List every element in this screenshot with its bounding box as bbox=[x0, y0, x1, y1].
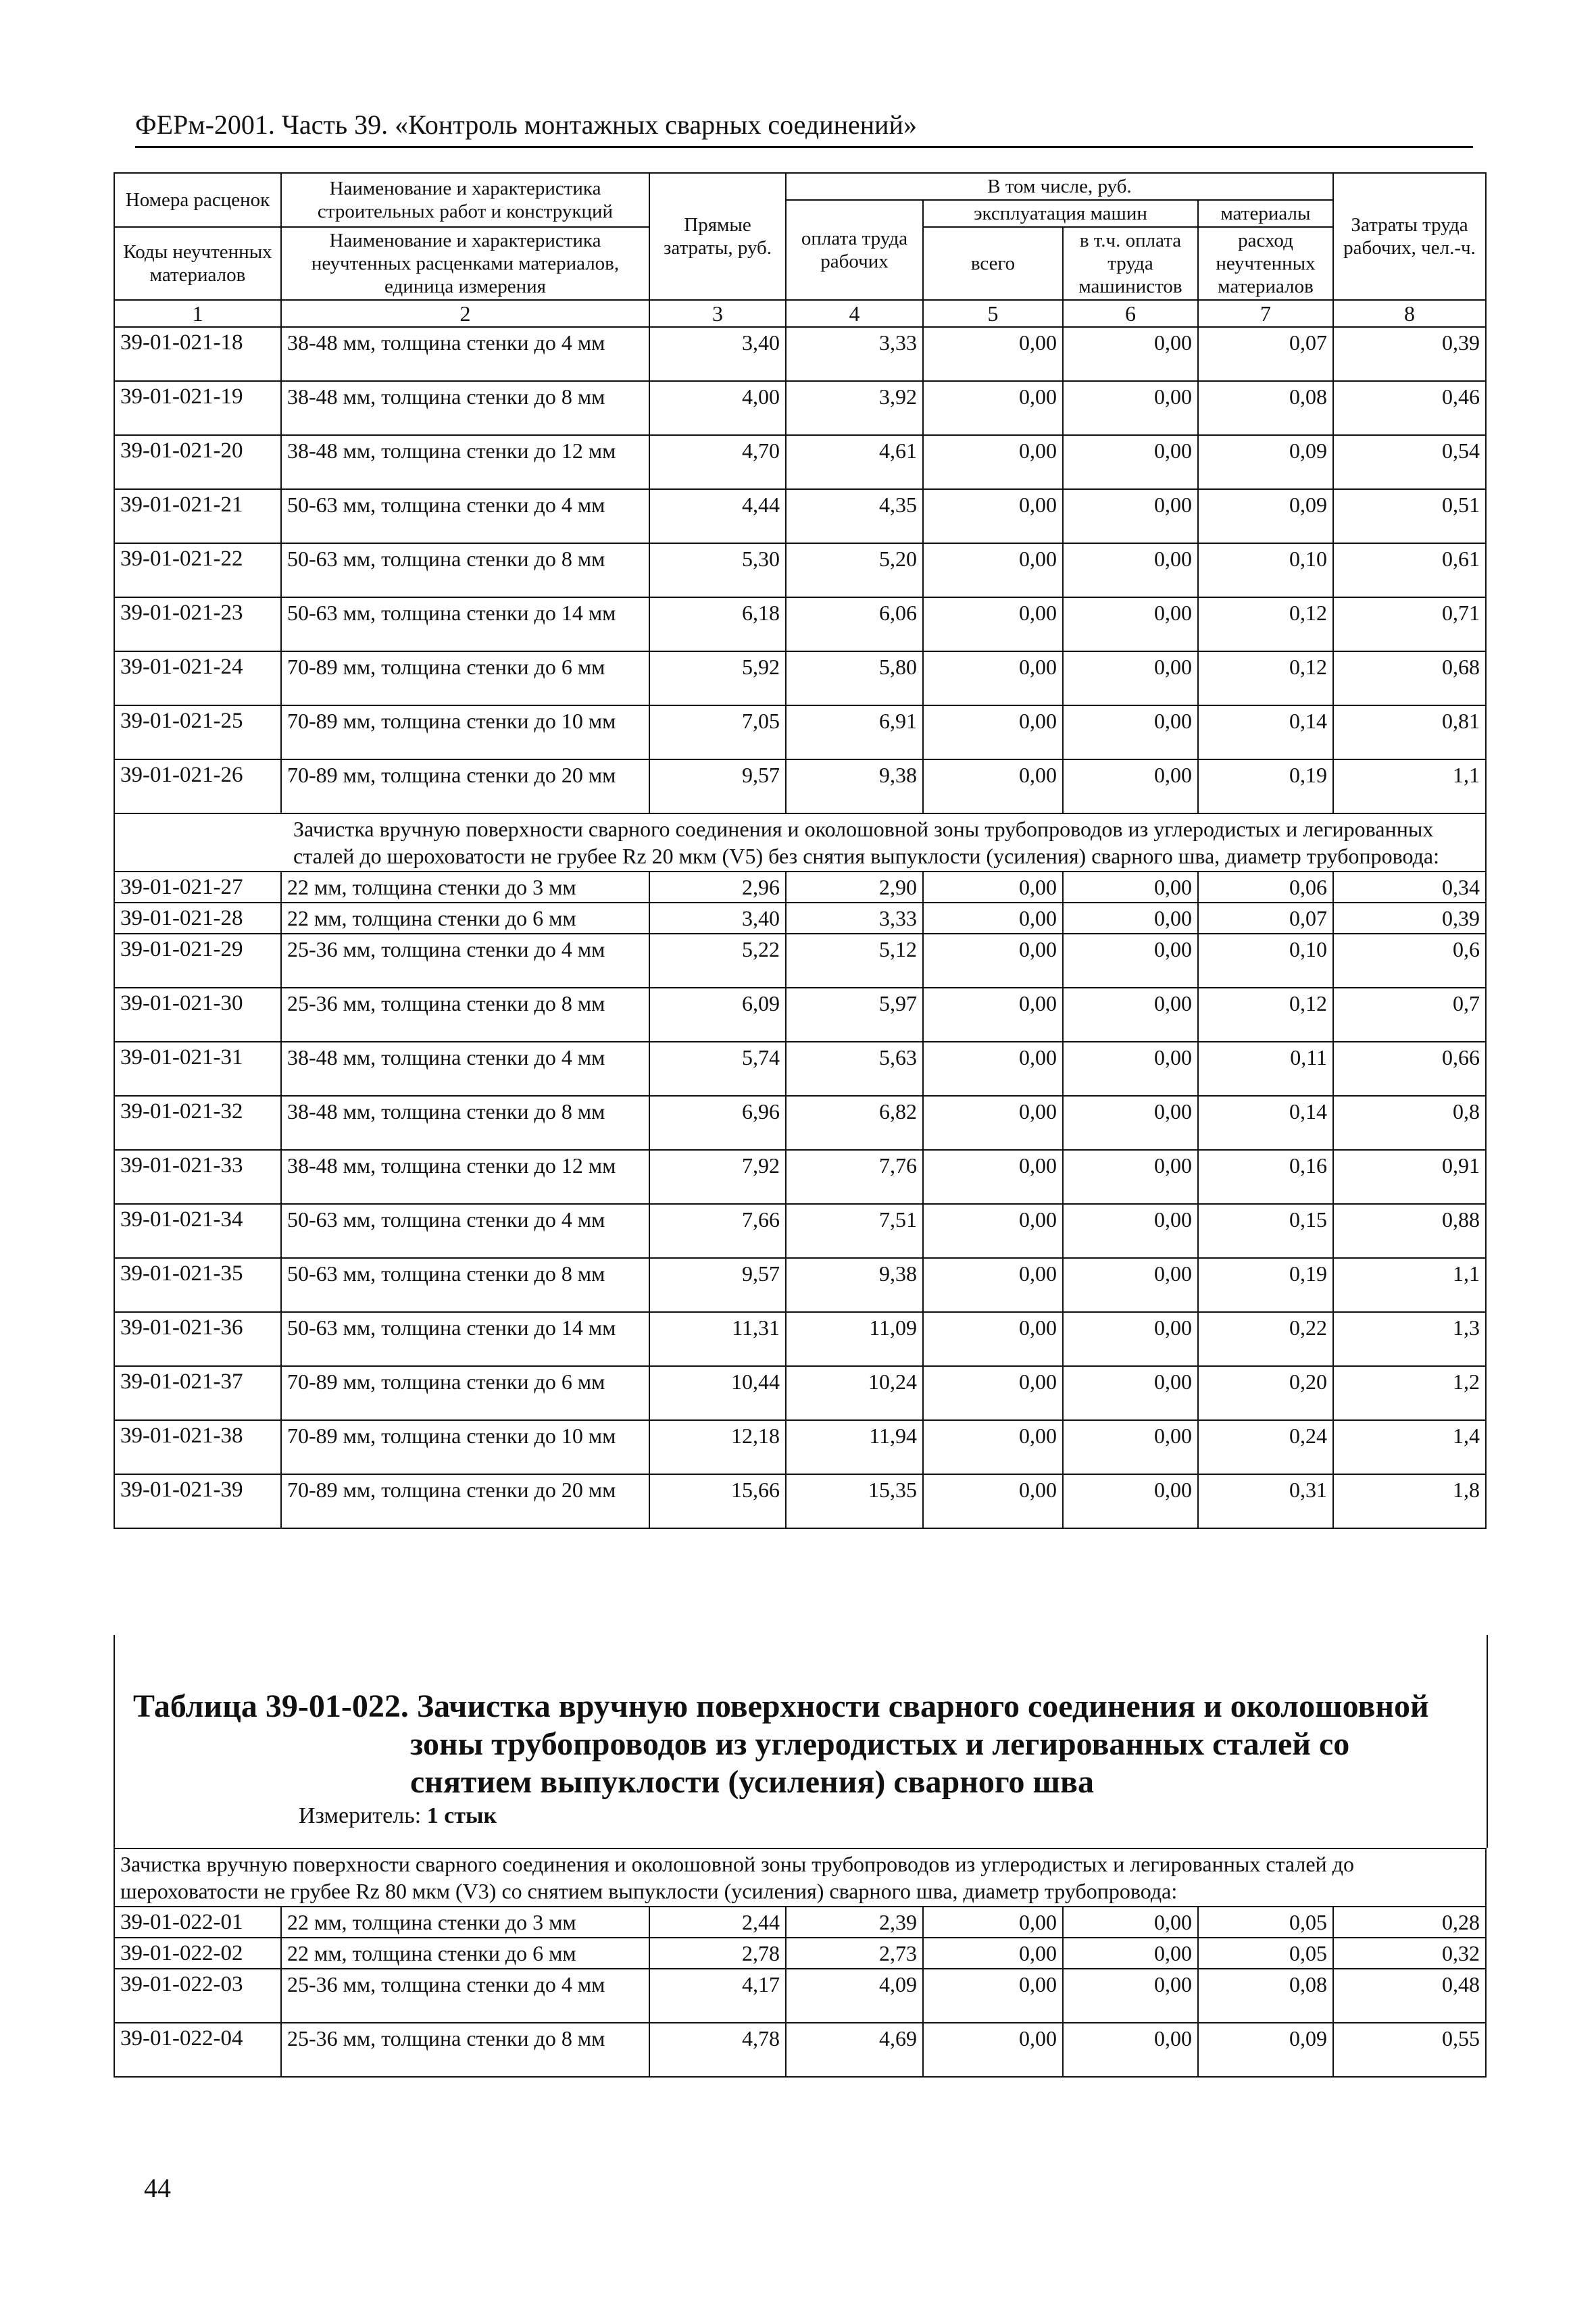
labor-cell: 0,55 bbox=[1333, 2023, 1486, 2077]
rate-code-cell: 39-01-021-34 bbox=[114, 1204, 281, 1258]
materials-cell: 0,19 bbox=[1198, 1258, 1333, 1312]
rate-code-cell: 39-01-021-32 bbox=[114, 1096, 281, 1150]
section-row bbox=[114, 1848, 1486, 1907]
work-name-cell: 50-63 мм, толщина стенки до 4 мм bbox=[281, 489, 649, 543]
work-name-cell: 50-63 мм, толщина стенки до 14 мм bbox=[281, 1312, 649, 1366]
rate-code-cell: 39-01-021-38 bbox=[114, 1420, 281, 1474]
labor-cell: 0,6 bbox=[1333, 934, 1486, 988]
header-code-top: Номера расценок bbox=[114, 173, 281, 227]
work-name-cell: 25-36 мм, толщина стенки до 8 мм bbox=[281, 988, 649, 1042]
machines-total-cell: 0,00 bbox=[923, 759, 1063, 813]
rate-code-cell: 39-01-021-33 bbox=[114, 1150, 281, 1204]
machinist-wages-cell: 0,00 bbox=[1063, 872, 1198, 903]
work-name-cell: 25-36 мм, толщина стенки до 8 мм bbox=[281, 2023, 649, 2077]
work-name-cell: 25-36 мм, толщина стенки до 4 мм bbox=[281, 934, 649, 988]
machines-total-cell: 0,00 bbox=[923, 327, 1063, 381]
wages-cell: 2,39 bbox=[786, 1907, 923, 1938]
machines-total-cell: 0,00 bbox=[923, 1907, 1063, 1938]
wages-cell: 3,33 bbox=[786, 903, 923, 934]
direct-costs-cell: 4,70 bbox=[649, 435, 786, 489]
work-name-cell: 38-48 мм, толщина стенки до 4 мм bbox=[281, 1042, 649, 1096]
materials-cell: 0,12 bbox=[1198, 651, 1333, 705]
col-number: 5 bbox=[923, 300, 1063, 327]
rate-code-cell: 39-01-021-37 bbox=[114, 1366, 281, 1420]
materials-cell: 0,16 bbox=[1198, 1150, 1333, 1204]
wages-cell: 5,12 bbox=[786, 934, 923, 988]
machinist-wages-cell: 0,00 bbox=[1063, 1150, 1198, 1204]
rate-code-cell: 39-01-021-25 bbox=[114, 705, 281, 759]
materials-cell: 0,22 bbox=[1198, 1312, 1333, 1366]
rate-code-cell: 39-01-021-29 bbox=[114, 934, 281, 988]
wages-cell: 6,91 bbox=[786, 705, 923, 759]
table-row bbox=[114, 903, 1486, 934]
work-name-cell: 38-48 мм, толщина стенки до 12 мм bbox=[281, 435, 649, 489]
wages-cell: 4,35 bbox=[786, 489, 923, 543]
direct-costs-cell: 11,31 bbox=[649, 1312, 786, 1366]
table-row bbox=[114, 1420, 1486, 1474]
rate-code-cell: 39-01-021-20 bbox=[114, 435, 281, 489]
work-name-cell: 22 мм, толщина стенки до 3 мм bbox=[281, 1907, 649, 1938]
direct-costs-cell: 3,40 bbox=[649, 903, 786, 934]
machines-total-cell: 0,00 bbox=[923, 1420, 1063, 1474]
machinist-wages-cell: 0,00 bbox=[1063, 435, 1198, 489]
machines-total-cell: 0,00 bbox=[923, 1150, 1063, 1204]
rate-code-cell: 39-01-021-18 bbox=[114, 327, 281, 381]
wages-cell: 11,09 bbox=[786, 1312, 923, 1366]
table-title-line2: зоны трубопроводов из углеродистых и легированных сталей со bbox=[410, 1726, 1350, 1762]
machinist-wages-cell: 0,00 bbox=[1063, 1938, 1198, 1969]
machines-total-cell: 0,00 bbox=[923, 705, 1063, 759]
direct-costs-cell: 2,44 bbox=[649, 1907, 786, 1938]
materials-cell: 0,24 bbox=[1198, 1420, 1333, 1474]
materials-cell: 0,15 bbox=[1198, 1204, 1333, 1258]
wages-cell: 7,51 bbox=[786, 1204, 923, 1258]
table-row bbox=[114, 597, 1486, 651]
rows-group-b bbox=[114, 872, 1486, 1528]
rows-group-c bbox=[114, 1907, 1486, 2077]
table-row bbox=[114, 1096, 1486, 1150]
labor-cell: 0,68 bbox=[1333, 651, 1486, 705]
machinist-wages-cell: 0,00 bbox=[1063, 759, 1198, 813]
labor-cell: 0,91 bbox=[1333, 1150, 1486, 1204]
materials-cell: 0,20 bbox=[1198, 1366, 1333, 1420]
table-row bbox=[114, 435, 1486, 489]
machinist-wages-cell: 0,00 bbox=[1063, 2023, 1198, 2077]
direct-costs-cell: 15,66 bbox=[649, 1474, 786, 1528]
rows-group-a bbox=[114, 327, 1486, 813]
wages-cell: 5,80 bbox=[786, 651, 923, 705]
materials-cell: 0,08 bbox=[1198, 381, 1333, 435]
direct-costs-cell: 5,30 bbox=[649, 543, 786, 597]
page-header: ФЕРм-2001. Часть 39. «Контроль монтажных сварных соединений» bbox=[135, 108, 1473, 148]
labor-cell: 1,1 bbox=[1333, 1258, 1486, 1312]
direct-costs-cell: 10,44 bbox=[649, 1366, 786, 1420]
machines-total-cell: 0,00 bbox=[923, 934, 1063, 988]
rate-code-cell: 39-01-021-23 bbox=[114, 597, 281, 651]
table-row bbox=[114, 1474, 1486, 1528]
direct-costs-cell: 2,78 bbox=[649, 1938, 786, 1969]
labor-cell: 1,3 bbox=[1333, 1312, 1486, 1366]
work-name-cell: 70-89 мм, толщина стенки до 10 мм bbox=[281, 1420, 649, 1474]
labor-cell: 0,71 bbox=[1333, 597, 1486, 651]
materials-cell: 0,09 bbox=[1198, 435, 1333, 489]
materials-cell: 0,31 bbox=[1198, 1474, 1333, 1528]
table-row bbox=[114, 543, 1486, 597]
column-number-row bbox=[114, 300, 1486, 327]
wages-cell: 11,94 bbox=[786, 1420, 923, 1474]
table-row bbox=[114, 759, 1486, 813]
header-materials-sub: расход неучтенных материалов bbox=[1198, 227, 1333, 300]
labor-cell: 0,39 bbox=[1333, 903, 1486, 934]
labor-cell: 0,81 bbox=[1333, 705, 1486, 759]
labor-cell: 0,28 bbox=[1333, 1907, 1486, 1938]
work-name-cell: 50-63 мм, толщина стенки до 14 мм bbox=[281, 597, 649, 651]
materials-cell: 0,12 bbox=[1198, 988, 1333, 1042]
work-name-cell: 70-89 мм, толщина стенки до 20 мм bbox=[281, 1474, 649, 1528]
materials-cell: 0,09 bbox=[1198, 2023, 1333, 2077]
machines-total-cell: 0,00 bbox=[923, 1096, 1063, 1150]
labor-cell: 0,32 bbox=[1333, 1938, 1486, 1969]
materials-cell: 0,14 bbox=[1198, 1096, 1333, 1150]
machines-total-cell: 0,00 bbox=[923, 1204, 1063, 1258]
machinist-wages-cell: 0,00 bbox=[1063, 651, 1198, 705]
measure-label: Измеритель: bbox=[299, 1803, 422, 1828]
page-number: 44 bbox=[144, 2173, 171, 2203]
col-number: 2 bbox=[281, 300, 649, 327]
direct-costs-cell: 2,96 bbox=[649, 872, 786, 903]
labor-cell: 0,54 bbox=[1333, 435, 1486, 489]
work-name-cell: 38-48 мм, толщина стенки до 8 мм bbox=[281, 381, 649, 435]
table-title-block bbox=[114, 1635, 1488, 1848]
header-materials: материалы bbox=[1198, 200, 1333, 227]
materials-cell: 0,05 bbox=[1198, 1907, 1333, 1938]
machines-total-cell: 0,00 bbox=[923, 1312, 1063, 1366]
machines-total-cell: 0,00 bbox=[923, 651, 1063, 705]
rate-code-cell: 39-01-021-30 bbox=[114, 988, 281, 1042]
direct-costs-cell: 6,96 bbox=[649, 1096, 786, 1150]
machinist-wages-cell: 0,00 bbox=[1063, 1204, 1198, 1258]
direct-costs-cell: 6,18 bbox=[649, 597, 786, 651]
wages-cell: 15,35 bbox=[786, 1474, 923, 1528]
machines-total-cell: 0,00 bbox=[923, 597, 1063, 651]
table-row bbox=[114, 2023, 1486, 2077]
wages-cell: 6,82 bbox=[786, 1096, 923, 1150]
materials-cell: 0,07 bbox=[1198, 327, 1333, 381]
direct-costs-cell: 4,78 bbox=[649, 2023, 786, 2077]
table-title-line3: снятием выпуклости (усиления) сварного шва bbox=[410, 1764, 1094, 1800]
header-name-top: Наименование и характеристика строительных работ и конструкций bbox=[281, 173, 649, 227]
materials-cell: 0,08 bbox=[1198, 1969, 1333, 2023]
machines-total-cell: 0,00 bbox=[923, 1969, 1063, 2023]
machines-total-cell: 0,00 bbox=[923, 381, 1063, 435]
table-row bbox=[114, 1907, 1486, 1938]
table-row bbox=[114, 934, 1486, 988]
table-row bbox=[114, 988, 1486, 1042]
wages-cell: 5,63 bbox=[786, 1042, 923, 1096]
table-row bbox=[114, 1938, 1486, 1969]
work-name-cell: 50-63 мм, толщина стенки до 8 мм bbox=[281, 1258, 649, 1312]
rate-code-cell: 39-01-021-19 bbox=[114, 381, 281, 435]
labor-cell: 1,1 bbox=[1333, 759, 1486, 813]
col-number: 8 bbox=[1333, 300, 1486, 327]
direct-costs-cell: 4,17 bbox=[649, 1969, 786, 2023]
rate-code-cell: 39-01-022-01 bbox=[114, 1907, 281, 1938]
work-name-cell: 22 мм, толщина стенки до 6 мм bbox=[281, 1938, 649, 1969]
wages-cell: 2,90 bbox=[786, 872, 923, 903]
direct-costs-cell: 7,05 bbox=[649, 705, 786, 759]
labor-cell: 1,2 bbox=[1333, 1366, 1486, 1420]
table-row bbox=[114, 1150, 1486, 1204]
machinist-wages-cell: 0,00 bbox=[1063, 597, 1198, 651]
rate-code-cell: 39-01-021-31 bbox=[114, 1042, 281, 1096]
labor-cell: 0,7 bbox=[1333, 988, 1486, 1042]
norms-table-39-01-021 bbox=[114, 172, 1487, 1529]
rate-code-cell: 39-01-021-26 bbox=[114, 759, 281, 813]
table-row bbox=[114, 651, 1486, 705]
machinist-wages-cell: 0,00 bbox=[1063, 1969, 1198, 2023]
header-wages: оплата труда рабочих bbox=[786, 200, 923, 300]
machinist-wages-cell: 0,00 bbox=[1063, 988, 1198, 1042]
machines-total-cell: 0,00 bbox=[923, 1042, 1063, 1096]
machines-total-cell: 0,00 bbox=[923, 1474, 1063, 1528]
wages-cell: 6,06 bbox=[786, 597, 923, 651]
labor-cell: 0,39 bbox=[1333, 327, 1486, 381]
col-number: 3 bbox=[649, 300, 786, 327]
work-name-cell: 70-89 мм, толщина стенки до 6 мм bbox=[281, 651, 649, 705]
table-row bbox=[114, 489, 1486, 543]
work-name-cell: 70-89 мм, толщина стенки до 20 мм bbox=[281, 759, 649, 813]
machinist-wages-cell: 0,00 bbox=[1063, 934, 1198, 988]
table-row bbox=[114, 872, 1486, 903]
rate-code-cell: 39-01-021-24 bbox=[114, 651, 281, 705]
work-name-cell: 22 мм, толщина стенки до 6 мм bbox=[281, 903, 649, 934]
work-name-cell: 50-63 мм, толщина стенки до 8 мм bbox=[281, 543, 649, 597]
materials-cell: 0,19 bbox=[1198, 759, 1333, 813]
wages-cell: 10,24 bbox=[786, 1366, 923, 1420]
machinist-wages-cell: 0,00 bbox=[1063, 543, 1198, 597]
rate-code-cell: 39-01-022-03 bbox=[114, 1969, 281, 2023]
rate-code-cell: 39-01-021-28 bbox=[114, 903, 281, 934]
rate-code-cell: 39-01-021-27 bbox=[114, 872, 281, 903]
col-number: 7 bbox=[1198, 300, 1333, 327]
machinist-wages-cell: 0,00 bbox=[1063, 903, 1198, 934]
header-machines: эксплуатация машин bbox=[923, 200, 1198, 227]
machinist-wages-cell: 0,00 bbox=[1063, 1474, 1198, 1528]
labor-cell: 0,88 bbox=[1333, 1204, 1486, 1258]
labor-cell: 0,66 bbox=[1333, 1042, 1486, 1096]
wages-cell: 9,38 bbox=[786, 1258, 923, 1312]
machines-total-cell: 0,00 bbox=[923, 543, 1063, 597]
rate-code-cell: 39-01-021-39 bbox=[114, 1474, 281, 1528]
machinist-wages-cell: 0,00 bbox=[1063, 1042, 1198, 1096]
direct-costs-cell: 3,40 bbox=[649, 327, 786, 381]
table-row bbox=[114, 1312, 1486, 1366]
labor-cell: 1,8 bbox=[1333, 1474, 1486, 1528]
labor-cell: 0,61 bbox=[1333, 543, 1486, 597]
table-row bbox=[114, 1042, 1486, 1096]
table-row bbox=[114, 327, 1486, 381]
wages-cell: 3,33 bbox=[786, 327, 923, 381]
header-code-bottom: Коды неучтенных материалов bbox=[114, 227, 281, 300]
work-name-cell: 38-48 мм, толщина стенки до 4 мм bbox=[281, 327, 649, 381]
labor-cell: 1,4 bbox=[1333, 1420, 1486, 1474]
table-row bbox=[114, 1366, 1486, 1420]
materials-cell: 0,10 bbox=[1198, 934, 1333, 988]
labor-cell: 0,46 bbox=[1333, 381, 1486, 435]
header-labor: Затраты труда рабочих, чел.-ч. bbox=[1333, 173, 1486, 300]
table-row bbox=[114, 1204, 1486, 1258]
direct-costs-cell: 7,66 bbox=[649, 1204, 786, 1258]
header-direct-costs: Прямые затраты, руб. bbox=[649, 173, 786, 300]
header-machinist-wages: в т.ч. оплата труда машинистов bbox=[1063, 227, 1198, 300]
col-number: 4 bbox=[786, 300, 923, 327]
materials-cell: 0,11 bbox=[1198, 1042, 1333, 1096]
direct-costs-cell: 4,44 bbox=[649, 489, 786, 543]
direct-costs-cell: 5,92 bbox=[649, 651, 786, 705]
measure-unit bbox=[299, 1803, 497, 1830]
table-row bbox=[114, 1969, 1486, 2023]
norms-table-39-01-022 bbox=[114, 1848, 1487, 2078]
direct-costs-cell: 5,74 bbox=[649, 1042, 786, 1096]
wages-cell: 5,20 bbox=[786, 543, 923, 597]
work-name-cell: 25-36 мм, толщина стенки до 4 мм bbox=[281, 1969, 649, 2023]
wages-cell: 4,69 bbox=[786, 2023, 923, 2077]
rate-code-cell: 39-01-021-21 bbox=[114, 489, 281, 543]
rate-code-cell: 39-01-022-04 bbox=[114, 2023, 281, 2077]
wages-cell: 7,76 bbox=[786, 1150, 923, 1204]
machines-total-cell: 0,00 bbox=[923, 489, 1063, 543]
materials-cell: 0,12 bbox=[1198, 597, 1333, 651]
materials-cell: 0,10 bbox=[1198, 543, 1333, 597]
header-machines-total: всего bbox=[923, 227, 1063, 300]
direct-costs-cell: 7,92 bbox=[649, 1150, 786, 1204]
machines-total-cell: 0,00 bbox=[923, 1258, 1063, 1312]
machinist-wages-cell: 0,00 bbox=[1063, 1258, 1198, 1312]
direct-costs-cell: 4,00 bbox=[649, 381, 786, 435]
labor-cell: 0,48 bbox=[1333, 1969, 1486, 2023]
machinist-wages-cell: 0,00 bbox=[1063, 1096, 1198, 1150]
direct-costs-cell: 9,57 bbox=[649, 759, 786, 813]
work-name-cell: 38-48 мм, толщина стенки до 8 мм bbox=[281, 1096, 649, 1150]
machines-total-cell: 0,00 bbox=[923, 872, 1063, 903]
machinist-wages-cell: 0,00 bbox=[1063, 1312, 1198, 1366]
machines-total-cell: 0,00 bbox=[923, 988, 1063, 1042]
rate-code-cell: 39-01-022-02 bbox=[114, 1938, 281, 1969]
wages-cell: 4,61 bbox=[786, 435, 923, 489]
materials-cell: 0,05 bbox=[1198, 1938, 1333, 1969]
header-name-bottom: Наименование и характеристика неучтенных расценками материалов, единица измерения bbox=[281, 227, 649, 300]
materials-cell: 0,07 bbox=[1198, 903, 1333, 934]
machines-total-cell: 0,00 bbox=[923, 1366, 1063, 1420]
materials-cell: 0,14 bbox=[1198, 705, 1333, 759]
labor-cell: 0,51 bbox=[1333, 489, 1486, 543]
machinist-wages-cell: 0,00 bbox=[1063, 705, 1198, 759]
wages-cell: 9,38 bbox=[786, 759, 923, 813]
direct-costs-cell: 6,09 bbox=[649, 988, 786, 1042]
direct-costs-cell: 9,57 bbox=[649, 1258, 786, 1312]
section-row bbox=[114, 813, 1486, 872]
wages-cell: 5,97 bbox=[786, 988, 923, 1042]
direct-costs-cell: 5,22 bbox=[649, 934, 786, 988]
labor-cell: 0,34 bbox=[1333, 872, 1486, 903]
table-title-line1: Таблица 39-01-022. Зачистка вручную поверхности сварного соединения и околошовной bbox=[133, 1688, 1429, 1724]
machinist-wages-cell: 0,00 bbox=[1063, 381, 1198, 435]
machinist-wages-cell: 0,00 bbox=[1063, 1366, 1198, 1420]
machines-total-cell: 0,00 bbox=[923, 903, 1063, 934]
table-row bbox=[114, 381, 1486, 435]
work-name-cell: 70-89 мм, толщина стенки до 10 мм bbox=[281, 705, 649, 759]
table-row bbox=[114, 1258, 1486, 1312]
machinist-wages-cell: 0,00 bbox=[1063, 1420, 1198, 1474]
wages-cell: 4,09 bbox=[786, 1969, 923, 2023]
section-heading: Зачистка вручную поверхности сварного соединения и околошовной зоны трубопроводов из углеродистых и легированных сталей до шероховатости не грубее Rz 80 мкм (V3) со снятием выпуклости (усиления) сварного шва, диаметр трубопровода: bbox=[114, 1848, 1486, 1907]
rate-code-cell: 39-01-021-22 bbox=[114, 543, 281, 597]
rate-code-cell: 39-01-021-35 bbox=[114, 1258, 281, 1312]
machines-total-cell: 0,00 bbox=[923, 1938, 1063, 1969]
machinist-wages-cell: 0,00 bbox=[1063, 1907, 1198, 1938]
machines-total-cell: 0,00 bbox=[923, 435, 1063, 489]
section-heading: Зачистка вручную поверхности сварного соединения и околошовной зоны трубопроводов из углеродистых и легированных сталей до шероховатости не грубее Rz 20 мкм (V5) без снятия выпуклости (усиления) сварного шва, диаметр трубопровода: bbox=[114, 813, 1486, 872]
machinist-wages-cell: 0,00 bbox=[1063, 327, 1198, 381]
wages-cell: 2,73 bbox=[786, 1938, 923, 1969]
table-title bbox=[133, 1688, 1457, 1801]
table-row bbox=[114, 705, 1486, 759]
rate-code-cell: 39-01-021-36 bbox=[114, 1312, 281, 1366]
header-including: В том числе, руб. bbox=[786, 173, 1333, 200]
work-name-cell: 38-48 мм, толщина стенки до 12 мм bbox=[281, 1150, 649, 1204]
labor-cell: 0,8 bbox=[1333, 1096, 1486, 1150]
machines-total-cell: 0,00 bbox=[923, 2023, 1063, 2077]
col-number: 1 bbox=[114, 300, 281, 327]
measure-value: 1 стык bbox=[426, 1803, 497, 1828]
machinist-wages-cell: 0,00 bbox=[1063, 489, 1198, 543]
materials-cell: 0,06 bbox=[1198, 872, 1333, 903]
work-name-cell: 70-89 мм, толщина стенки до 6 мм bbox=[281, 1366, 649, 1420]
work-name-cell: 22 мм, толщина стенки до 3 мм bbox=[281, 872, 649, 903]
direct-costs-cell: 12,18 bbox=[649, 1420, 786, 1474]
col-number: 6 bbox=[1063, 300, 1198, 327]
work-name-cell: 50-63 мм, толщина стенки до 4 мм bbox=[281, 1204, 649, 1258]
wages-cell: 3,92 bbox=[786, 381, 923, 435]
materials-cell: 0,09 bbox=[1198, 489, 1333, 543]
